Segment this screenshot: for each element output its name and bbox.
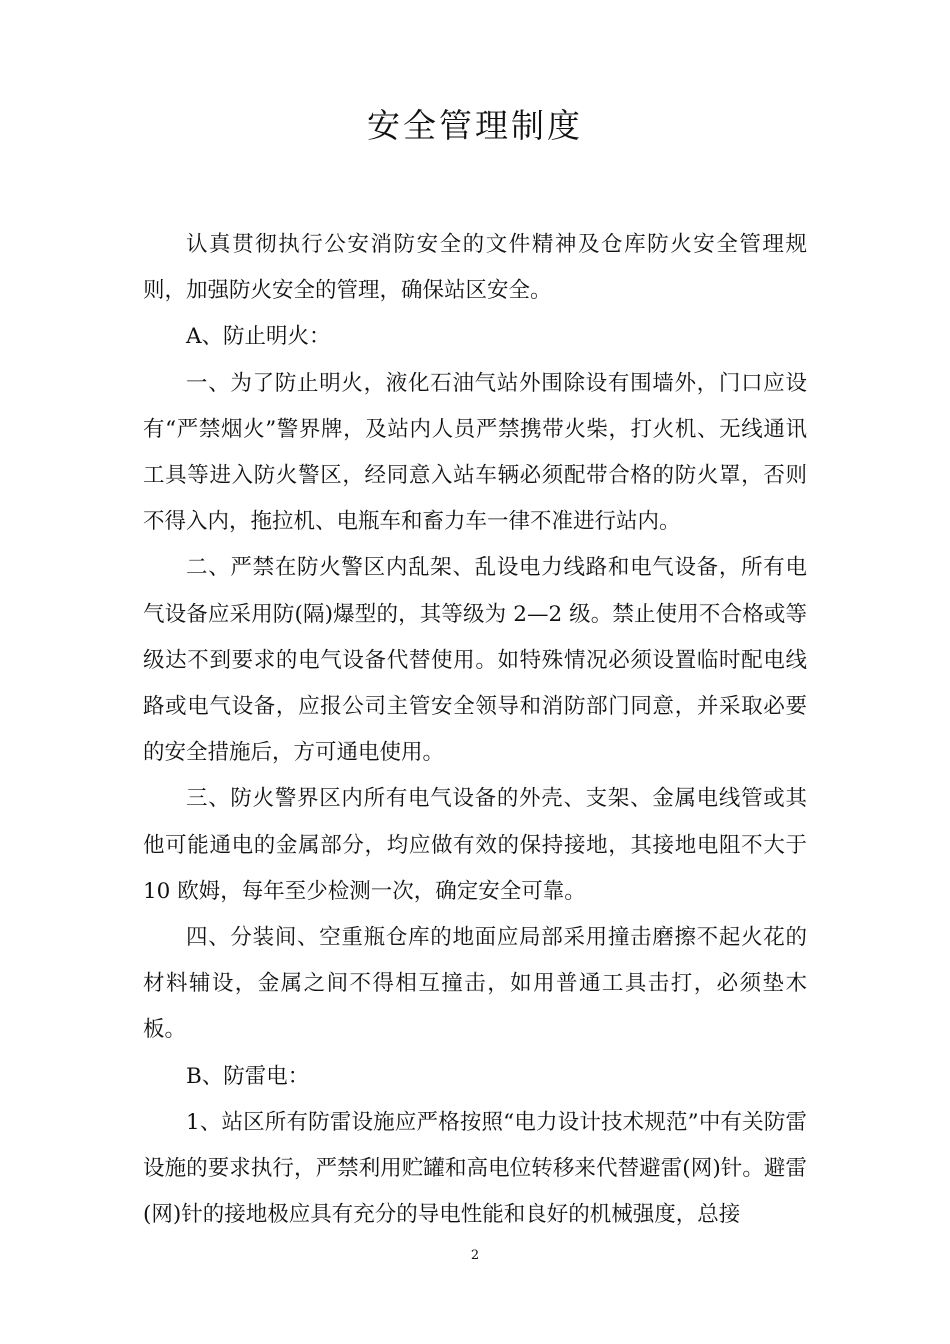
page-number: 2	[470, 1248, 480, 1263]
section-heading-a: A、防止明火：	[186, 324, 331, 350]
paragraph-lightning-1: 1、站区所有防雷设施应严格按照“电力设计技术规范”中有关防雷设施的要求执行，严禁利用贮罐和高电位转移来代替避雷(网)针。避雷(网)针的接地极应具有充分的导电性能和良好的机械强度，总接	[143, 1109, 807, 1228]
paragraph-intro: 认真贯彻执行公安消防安全的文件精神及仓库防火安全管理规则，加强防火安全的管理，确保站区安全。	[143, 232, 807, 304]
paragraph-rule-2: 二、严禁在防火警区内乱架、乱设电力线路和电气设备，所有电气设备应采用防(隔)爆型的，其等级为 2—2 级。禁止使用不合格或等级达不到要求的电气设备代替使用。如特殊情况必须设置临时配电线路或电气设备，应报公司主管安全领导和消防部门同意，并采取必要的安全措施后，方可通电使用。	[143, 555, 807, 766]
paragraph-rule-1: 一、为了防止明火，液化石油气站外围除设有围墙外，门口应设有“严禁烟火”警界牌，及站内人员严禁携带火柴，打火机、无线通讯工具等进入防火警区，经同意入站车辆必须配带合格的防火罩，否则不得入内，拖拉机、电瓶车和畜力车一律不准进行站内。	[143, 370, 807, 535]
section-heading-b: B、防雷电：	[186, 1063, 310, 1089]
paragraph-rule-4: 四、分装间、空重瓶仓库的地面应局部采用撞击磨擦不起火花的材料辅设，金属之间不得相互撞击，如用普通工具击打，必须垫木板。	[143, 925, 807, 1043]
page-title: 安全管理制度	[367, 106, 583, 145]
paragraph-rule-3: 三、防火警界区内所有电气设备的外壳、支架、金属电线管或其他可能通电的金属部分，均应做有效的保持接地，其接地电阻不大于 10 欧姆，每年至少检测一次，确定安全可靠。	[143, 786, 807, 904]
document-body	[143, 222, 807, 1238]
